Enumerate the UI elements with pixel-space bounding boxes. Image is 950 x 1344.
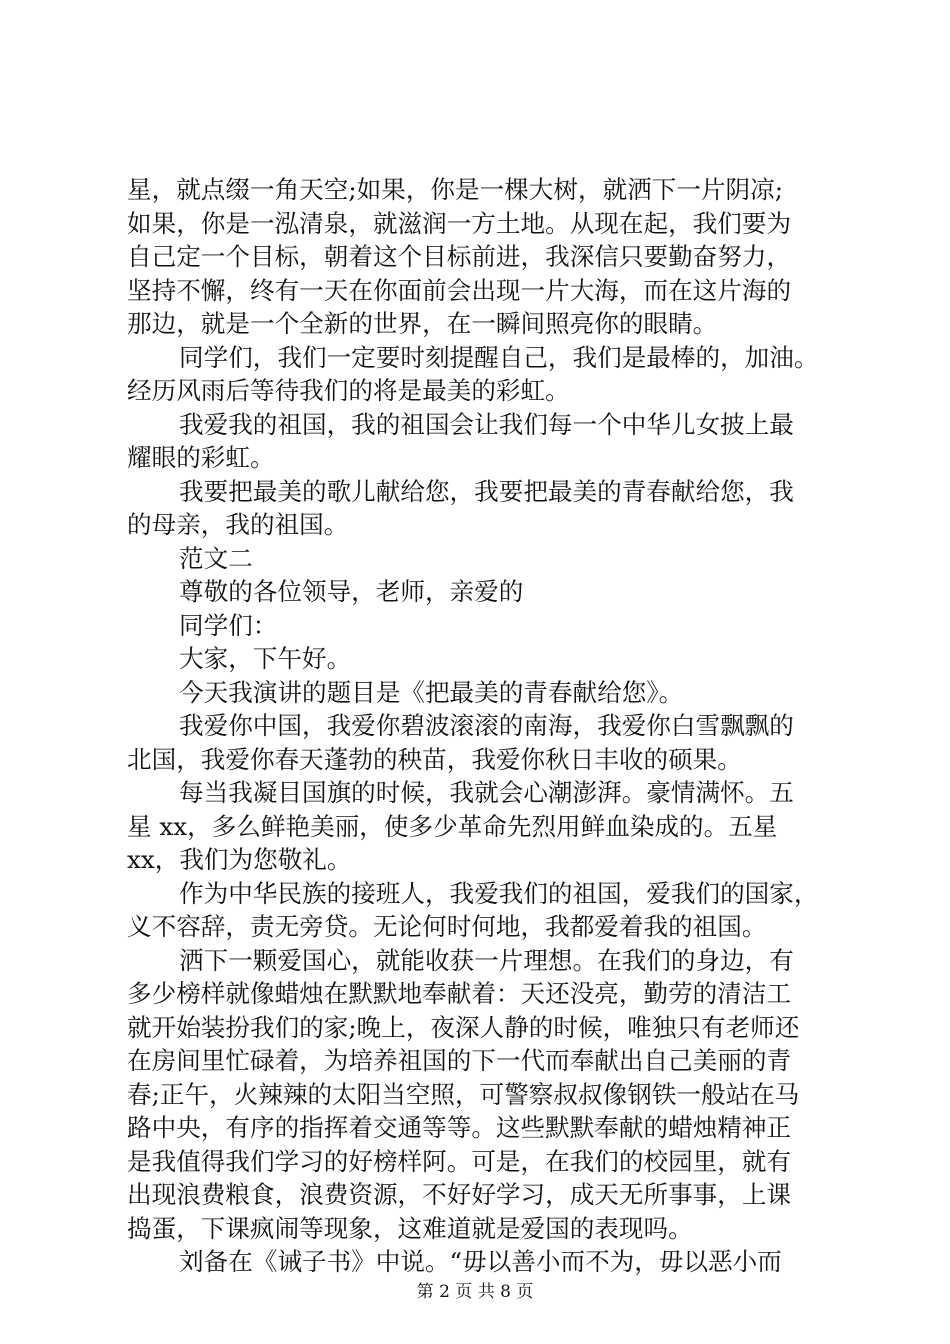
text-line: 尊敬的各位领导，老师，亲爱的: [179, 577, 524, 606]
text-line: 多少榜样就像蜡烛在默默地奉献着：天还没亮，勤劳的清洁工: [127, 979, 792, 1008]
text-line: 每当我凝目国旗的时候，我就会心潮澎湃。豪情满怀。五: [179, 778, 794, 807]
text-line: 春;正午，火辣辣的太阳当空照，可警察叔叔像钢铁一般站在马: [127, 1079, 800, 1109]
text-line: 是我值得我们学习的好榜样阿。可是，在我们的校园里，就有: [127, 1146, 792, 1176]
text-line: 经历风雨后等待我们的将是最美的彩虹。: [127, 376, 570, 405]
body-text: [127, 173, 837, 1279]
text-line: 北国，我爱你春天蓬勃的秧苗，我爱你秋日丰收的硕果。: [127, 744, 742, 774]
text-line: 自己定一个目标，朝着这个目标前进，我深信只要勤奋努力，: [127, 242, 792, 271]
text-line: 义不容辞，责无旁贷。无论何时何地，我都爱着我的祖国。: [127, 912, 767, 941]
text-line: 作为中华民族的接班人，我爱我们的祖国，爱我们的国家，: [179, 878, 819, 908]
text-line: 我爱我的祖国，我的祖国会让我们每一个中华儿女披上最: [179, 409, 794, 439]
text-line: 在房间里忙碌着，为培养祖国的下一代而奉献出自己美丽的青: [127, 1046, 792, 1075]
text-line: xx，我们为您敬礼。: [127, 845, 352, 874]
text-line: 大家，下午好。: [179, 644, 352, 673]
text-line: 我爱你中国，我爱你碧波滚滚的南海，我爱你白雪飘飘的: [179, 711, 794, 740]
text-line: 洒下一颗爱国心，就能收获一片理想。在我们的身边，有: [179, 945, 794, 975]
text-line: 路中央，有序的指挥着交通等等。这些默默奉献的蜡烛精神正: [127, 1113, 792, 1142]
text-line: 同学们，我们一定要时刻提醒自己，我们是最棒的，加油。: [179, 342, 819, 372]
text-line: 出现浪费粮食，浪费资源，不好好学习，成天无所事事，上课: [127, 1180, 792, 1209]
text-line: 坚持不懈，终有一天在你面前会出现一片大海，而在这片海的: [127, 275, 792, 305]
text-line: 范文二: [179, 543, 253, 573]
text-line: 如果，你是一泓清泉，就滋润一方土地。从现在起，我们要为: [127, 208, 792, 238]
text-line: 就开始装扮我们的家;晚上，夜深人静的时候，唯独只有老师还: [127, 1012, 800, 1042]
text-line: 耀眼的彩虹。: [127, 443, 275, 472]
text-line: 我要把最美的歌儿献给您，我要把最美的青春献给您，我: [179, 476, 794, 506]
text-line: 的母亲，我的祖国。: [127, 510, 349, 539]
text-line: 今天我演讲的题目是《把最美的青春献给您》。: [179, 677, 684, 707]
text-line: 星，就点缀一角天空;如果，你是一棵大树，就洒下一片阴凉;: [127, 175, 784, 204]
text-line: 捣蛋，下课疯闹等现象，这难道就是爱国的表现吗。: [127, 1213, 693, 1243]
text-line: 刘备在《诫子书》中说。“毋以善小而不为，毋以恶小而: [179, 1247, 782, 1276]
text-line: 同学们：: [179, 610, 278, 640]
text-line: 那边，就是一个全新的世界，在一瞬间照亮你的眼睛。: [127, 309, 718, 338]
page-footer: 第 2 页 共 8 页: [416, 1282, 534, 1302]
text-line: 星 xx，多么鲜艳美丽，使多少革命先烈用鲜血染成的。五星: [127, 811, 778, 841]
